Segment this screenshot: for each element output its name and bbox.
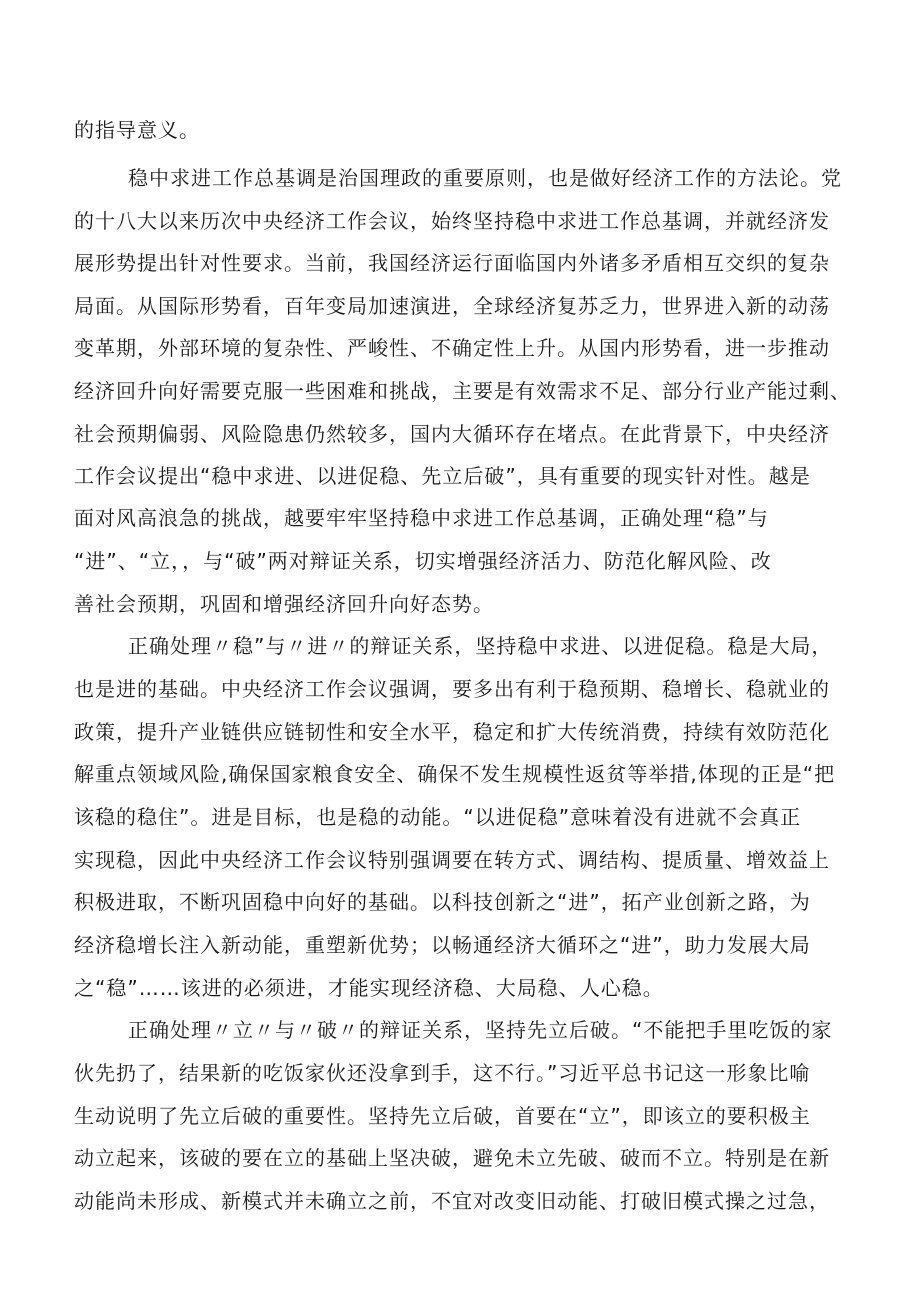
text-line: 积极进取，不断巩固稳中向好的基础。以科技创新之“进”，拓产业创新之路，为 (74, 890, 811, 914)
text-line: 政策，提升产业链供应链韧性和安全水平，稳定和扩大传统消费，持续有效防范化 (74, 720, 830, 744)
text-line: 之“稳”……该进的必须进，才能实现经济稳、大局稳、人心稳。 (74, 976, 664, 1000)
text-line: 该稳的稳住”。进是目标，也是稳的动能。“以进促稳”意味着没有进就不会真正 (74, 805, 802, 829)
text-line: 局面。从国际形势看，百年变局加速演进，全球经济复苏乏力，世界进入新的动荡 (74, 294, 830, 318)
text-line: 生动说明了先立后破的重要性。坚持先立后破，首要在“立”，即该立的要积极主 (74, 1104, 811, 1128)
text-line: 解重点领域风险,确保国家粮食安全、确保不发生规模性返贫等举措,体现的正是“把 (74, 762, 836, 786)
text-line: 动立起来，该破的要在立的基础上坚决破，避免未立先破、破而不立。特别是在新 (74, 1146, 830, 1170)
text-line: 展形势提出针对性要求。当前，我国经济运行面临国内外诸多矛盾相互交织的复杂 (74, 251, 830, 275)
text-line: “进”、“立，，与“破”两对辩证关系，切实增强经济活力、防范化解风险、改 (74, 549, 772, 573)
text-line: 经济回升向好需要克服一些困难和挑战，主要是有效需求不足、部分行业产能过剩、 (74, 379, 851, 403)
text-line: 面对风高浪急的挑战，越要牢牢坚持稳中求进工作总基调，正确处理“稳”与 (74, 506, 769, 530)
text-line: 的十八大以来历次中央经济工作会议，始终坚持稳中求进工作总基调，并就经济发 (74, 209, 830, 233)
text-line: 正确处理〃立〃与〃破〃的辩证关系，坚持先立后破。“不能把手里吃饭的家 (128, 1018, 833, 1042)
text-line: 实现稳，因此中央经济工作会议特别强调要在转方式、调结构、提质量、增效益上 (74, 848, 830, 872)
text-line: 正确处理〃稳”与〃进〃的辩证关系，坚持稳中求进、以进促稳。稳是大局， (128, 634, 833, 658)
text-line: 工作会议提出“稳中求进、以进促稳、先立后破”，具有重要的现实针对性。越是 (74, 464, 811, 488)
text-line: 动能尚未形成、新模式并未确立之前，不宜对改变旧动能、打破旧模式操之过急， (74, 1189, 830, 1213)
text-line: 的指导意义。 (74, 118, 200, 142)
text-line: 变革期，外部环境的复杂性、严峻性、不确定性上升。从国内形势看，进一步推动 (74, 336, 830, 360)
text-line: 善社会预期，巩固和增强经济回升向好态势。 (74, 592, 494, 616)
text-line: 也是进的基础。中央经济工作会议强调，要多出有利于稳预期、稳增长、稳就业的 (74, 677, 830, 701)
text-line: 经济稳增长注入新动能，重塑新优势；以畅通经济大循环之“进”，助力发展大局 (74, 933, 811, 957)
text-line: 稳中求进工作总基调是治国理政的重要原则，也是做好经济工作的方法论。党 (128, 166, 842, 190)
text-line: 伙先扔了，结果新的吃饭家伙还没拿到手，这不行。”习近平总书记这一形象比喻 (74, 1061, 811, 1085)
text-line: 社会预期偏弱、风险隐患仍然较多，国内大循环存在堵点。在此背景下，中央经济 (74, 422, 830, 446)
